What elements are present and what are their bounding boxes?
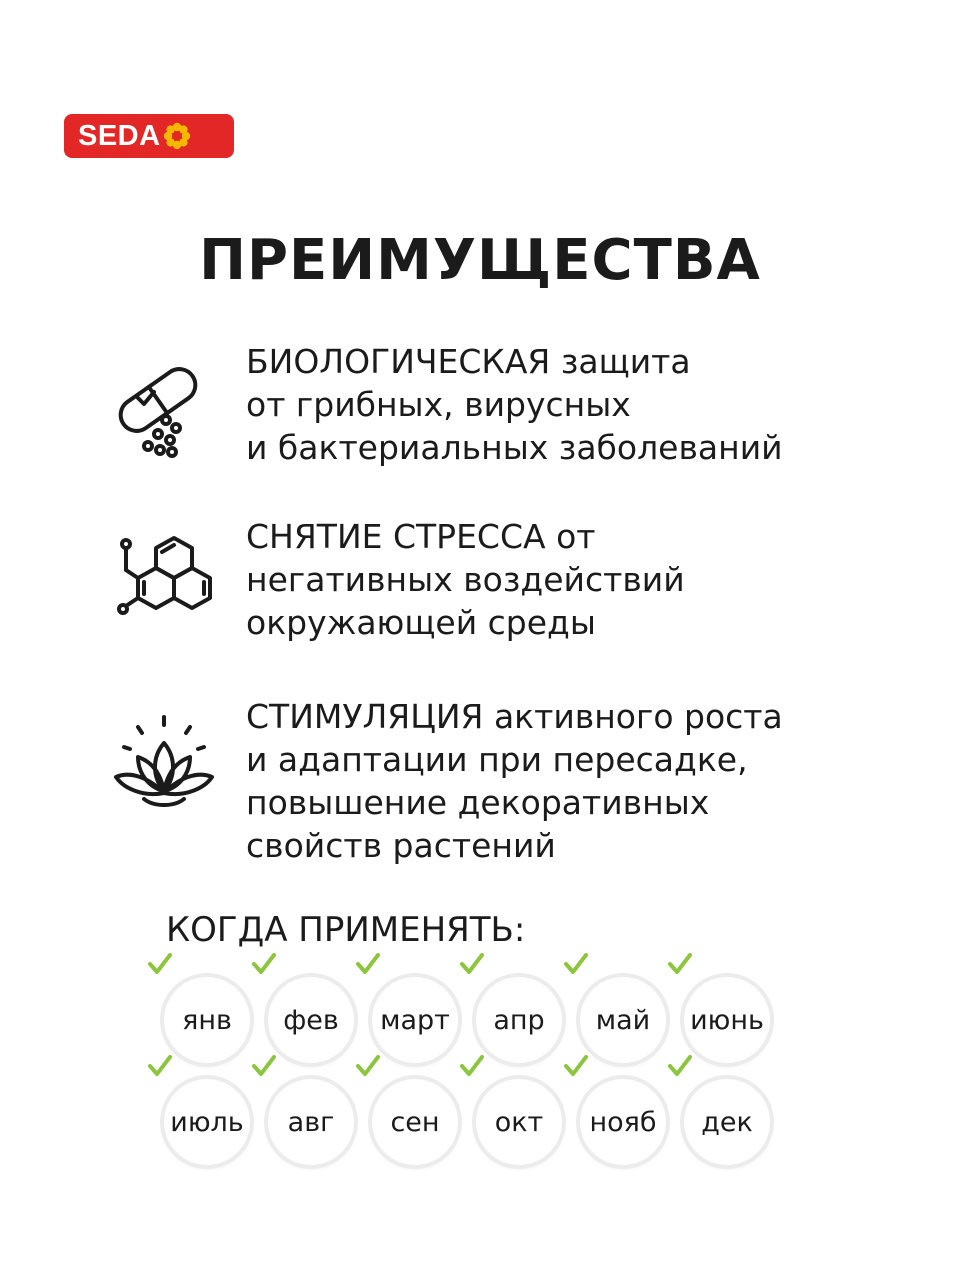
benefit-line: окружающей среды [246, 603, 596, 642]
flower-icon [163, 122, 191, 150]
checkmark-icon [666, 951, 694, 977]
benefit-text [246, 515, 685, 644]
month-label: окт [494, 1106, 544, 1138]
month-may [580, 977, 666, 1063]
checkmark-icon [666, 1053, 694, 1079]
month-aug [268, 1079, 354, 1165]
month-label: июнь [690, 1004, 764, 1036]
benefit-rest: защита [550, 342, 691, 381]
checkmark-icon [562, 951, 590, 977]
benefit-rest: активного роста [483, 697, 783, 736]
benefit-line: свойств растений [246, 826, 556, 865]
benefit-line: и бактериальных заболеваний [246, 428, 783, 467]
month-jul [164, 1079, 250, 1165]
benefit-line: и адаптации при пересадке, [246, 740, 748, 779]
month-dec [684, 1079, 770, 1165]
month-feb [268, 977, 354, 1063]
checkmark-icon [354, 951, 382, 977]
seda-logo [64, 114, 234, 158]
month-sep [372, 1079, 458, 1165]
month-label: сен [390, 1106, 440, 1138]
benefit-text [246, 340, 783, 469]
month-label: нояб [589, 1106, 657, 1138]
checkmark-icon [250, 1053, 278, 1079]
checkmark-icon [250, 951, 278, 977]
benefit-lead: СТИМУЛЯЦИЯ [246, 697, 484, 736]
month-label: янв [182, 1004, 232, 1036]
checkmark-icon [146, 951, 174, 977]
month-label: авг [287, 1106, 335, 1138]
benefit-rest: от [545, 517, 596, 556]
month-label: апр [493, 1004, 545, 1036]
checkmark-icon [458, 951, 486, 977]
benefit-line: негативных воздействий [246, 560, 685, 599]
month-oct [476, 1079, 562, 1165]
benefit-line: от грибных, вирусных [246, 385, 631, 424]
capsule-icon [108, 360, 220, 472]
month-jun [684, 977, 770, 1063]
month-label: фев [283, 1004, 339, 1036]
benefit-lead: СНЯТИЕ СТРЕССА [246, 517, 546, 556]
checkmark-icon [562, 1053, 590, 1079]
logo-text: SEDA [78, 119, 161, 152]
molecule-icon [108, 520, 220, 632]
page-title: ПРЕИМУЩЕСТВА [199, 228, 761, 293]
month-label: май [595, 1004, 651, 1036]
benefit-line: повышение декоративных [246, 783, 710, 822]
checkmark-icon [458, 1053, 486, 1079]
month-mar [372, 977, 458, 1063]
checkmark-icon [146, 1053, 174, 1079]
month-label: март [380, 1004, 450, 1036]
benefit-text [246, 695, 783, 867]
month-apr [476, 977, 562, 1063]
month-label: июль [170, 1106, 244, 1138]
lotus-icon [108, 707, 220, 819]
month-jan [164, 977, 250, 1063]
benefit-lead: БИОЛОГИЧЕСКАЯ [246, 342, 551, 381]
month-nov [580, 1079, 666, 1165]
month-label: дек [701, 1106, 753, 1138]
when-to-apply-title: КОГДА ПРИМЕНЯТЬ: [166, 910, 526, 950]
checkmark-icon [354, 1053, 382, 1079]
